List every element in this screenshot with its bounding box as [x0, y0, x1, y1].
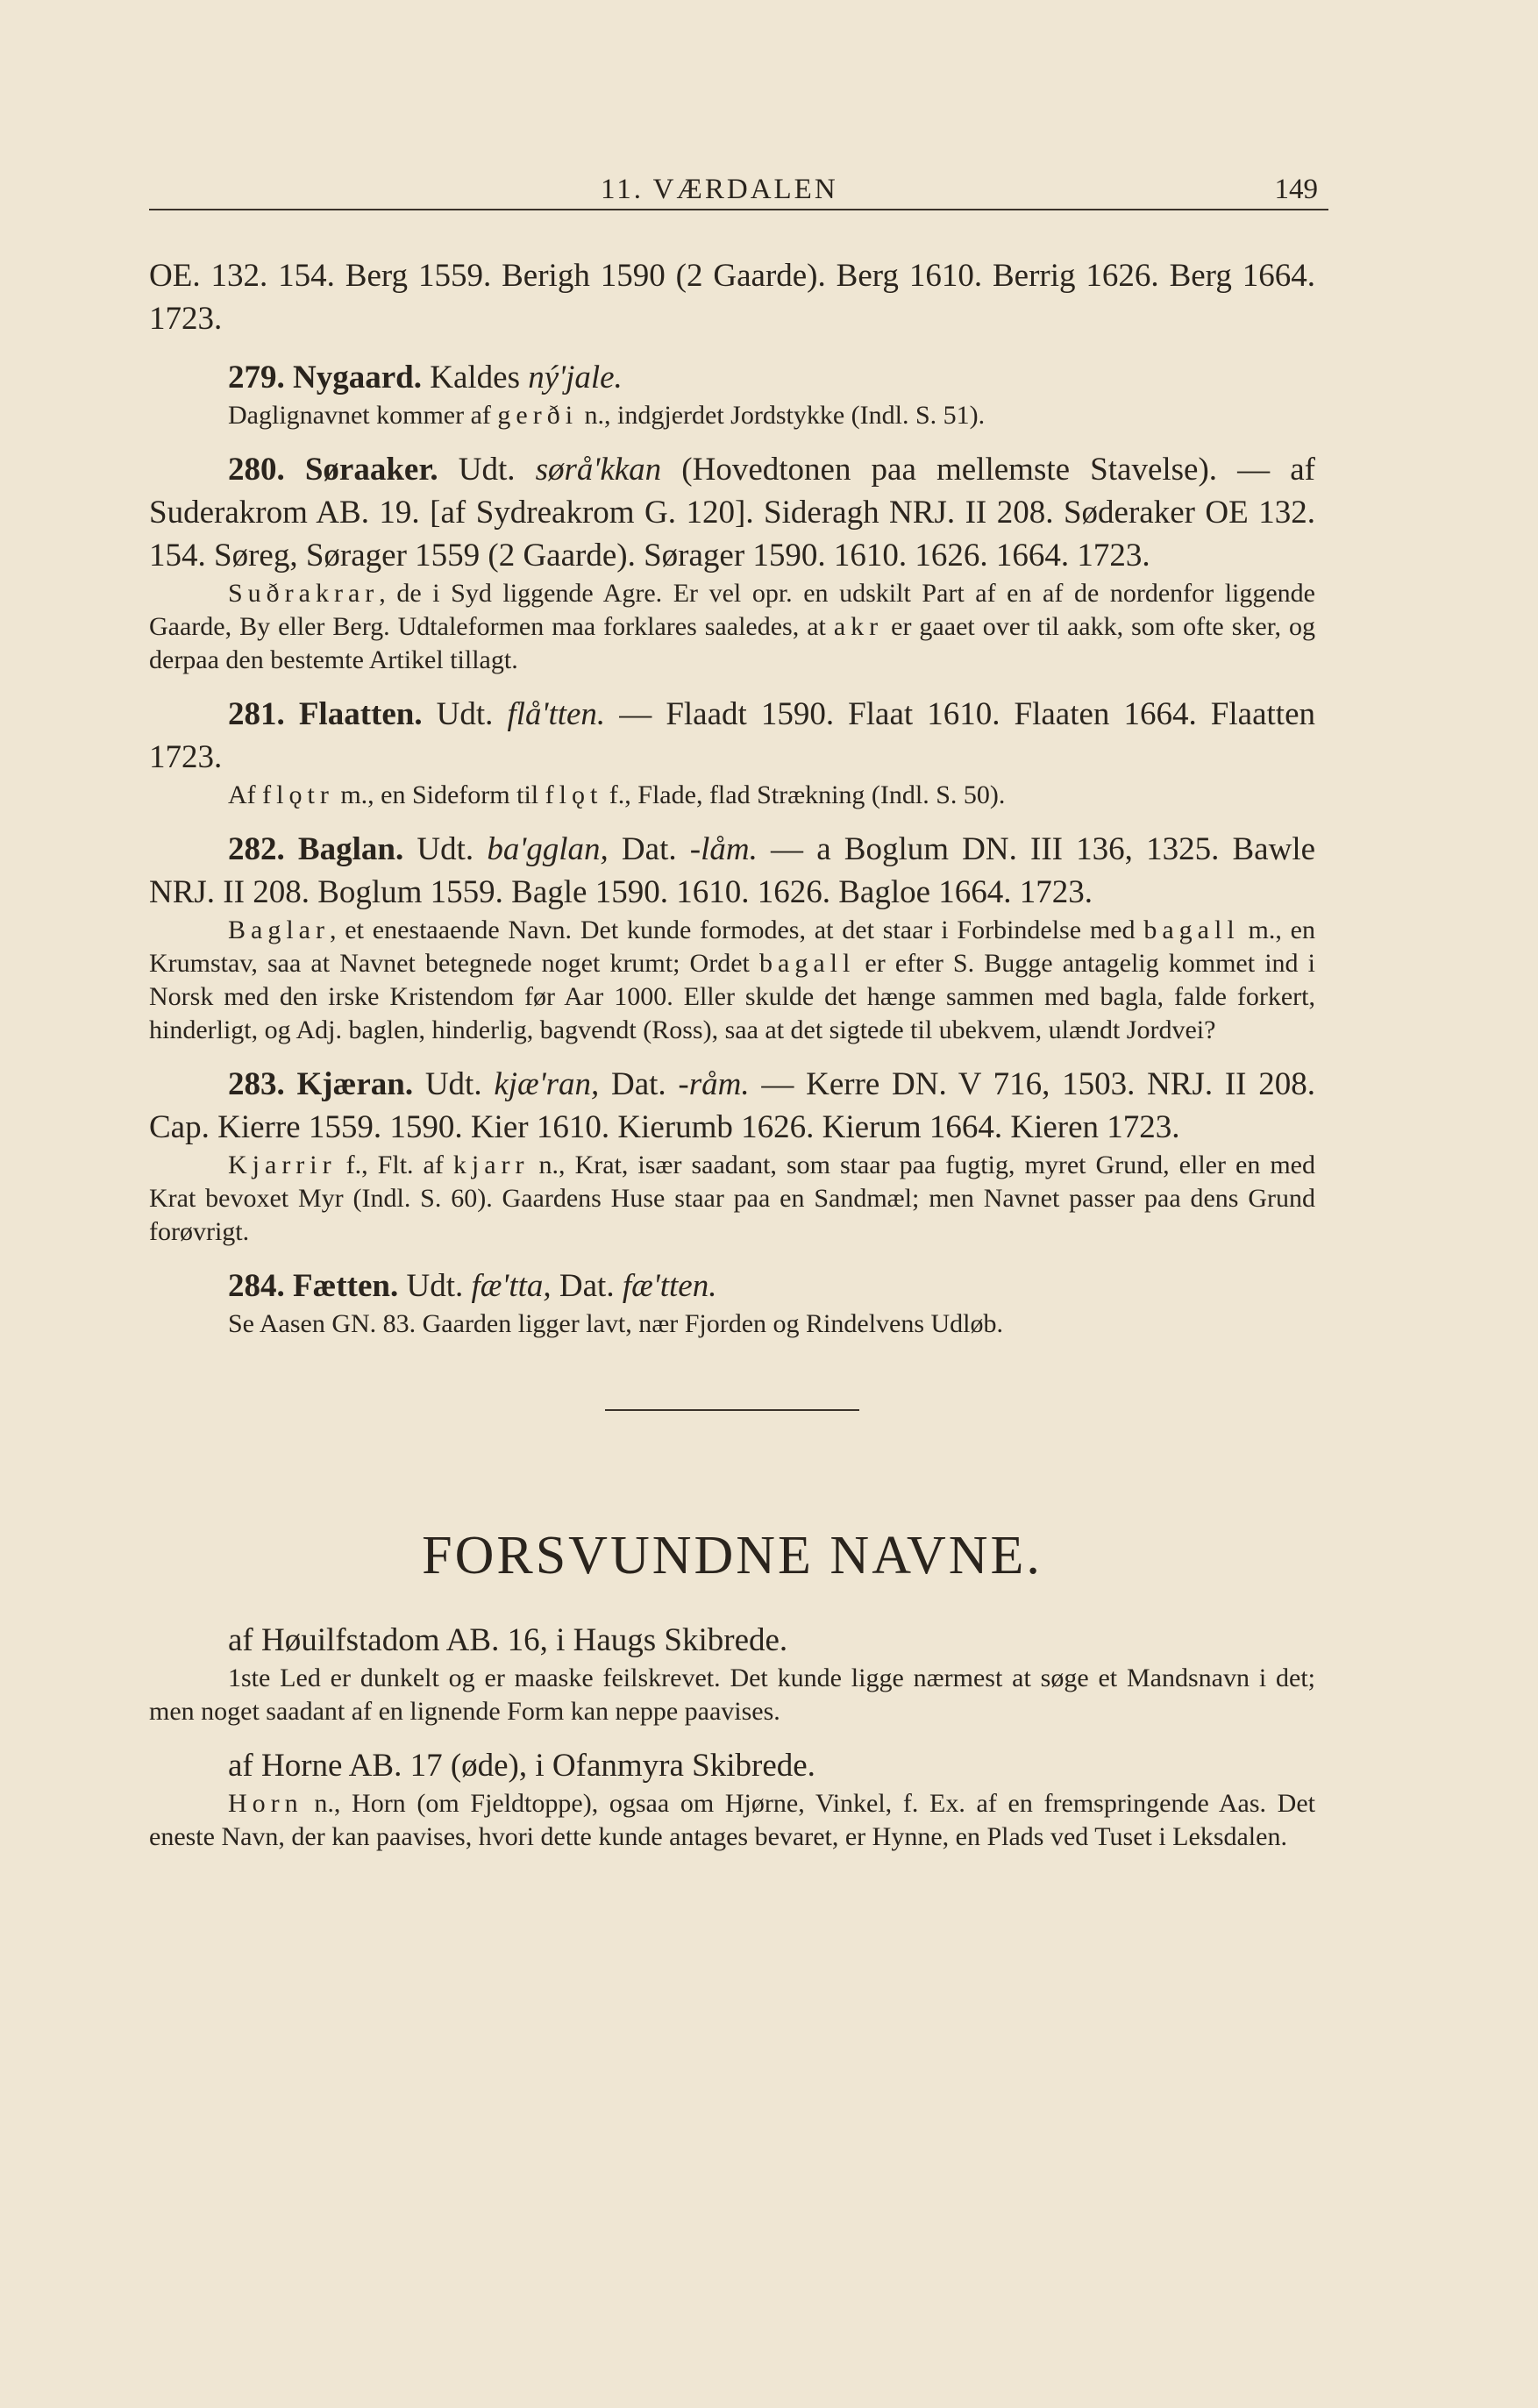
- farm-name: Nygaard.: [293, 360, 422, 395]
- etymon: Baglar: [228, 915, 330, 944]
- section-title: FORSVUNDNE NAVNE.: [422, 1526, 1043, 1585]
- pronunciation: sørå'kkan: [535, 452, 662, 488]
- entry-280-note: Suðrakrar, de i Syd liggende Agre. Er vel opr. en udskilt Part af en af de nordenfor liggende Gaarde, By eller Berg. Udtaleformen maa forklares saaledes, at akr er gaaet over til aakk, som ofte sker, og derpaa den bestemte Artikel tillagt.: [149, 579, 1315, 674]
- entry-283-note: Kjarrir f., Flt. af kjarr n., Krat, især saadant, som staar paa fugtig, myret Grund, eller en med Krat bevoxet Myr (Indl. S. 60). Gaardens Huse staar paa en Sandmæl; men Navnet passer paa dens Grund forøvrigt.: [149, 1151, 1315, 1246]
- etymon: flǫtr: [262, 780, 334, 809]
- section-divider: [605, 1409, 859, 1411]
- entry-284: 284. Fætten. Udt. fæ'tta, Dat. fæ'tten.: [228, 1268, 717, 1304]
- pronunciation: flå'tten.: [507, 696, 606, 732]
- pronunciation: kjæ'ran,: [494, 1066, 600, 1102]
- entry-number: 283.: [228, 1066, 285, 1102]
- running-title: 11. VÆRDALEN: [601, 174, 838, 205]
- farm-name: Fætten.: [293, 1268, 399, 1304]
- etymon: gerði: [497, 401, 579, 430]
- etymon: kjarr: [452, 1151, 530, 1179]
- lost-name-2-note: Horn n., Horn (om Fjeldtoppe), ogsaa om Hjørne, Vinkel, f. Ex. af en fremspringende Aas. Det eneste Navn, der kan paavises, hvori dette kunde antages bevaret, er Hynne, en Plads ved Tuset i Leksdalen.: [149, 1789, 1315, 1851]
- entry-279: 279. Nygaard. Kaldes ný'jale.: [228, 360, 623, 395]
- entry-284-note: Se Aasen GN. 83. Gaarden ligger lavt, nær Fjorden og Rindelvens Udløb.: [228, 1309, 1004, 1338]
- pronunciation-dative: fæ'tten.: [622, 1268, 717, 1304]
- lost-name-2-heading: af Horne AB. 17 (øde), i Ofanmyra Skibrede.: [228, 1748, 815, 1784]
- farm-name: Baglan.: [297, 831, 404, 867]
- pronunciation-dative: -låm.: [689, 831, 758, 867]
- lost-name-1-heading: af Høuilfstadom AB. 16, i Haugs Skibrede.: [228, 1622, 788, 1658]
- farm-name: Flaatten.: [298, 696, 423, 732]
- pronunciation-dative: -råm.: [678, 1066, 750, 1102]
- entry-279-note: Daglignavnet kommer af gerði n., indgjerdet Jordstykke (Indl. S. 51).: [228, 401, 986, 430]
- entry-282-note: Baglar, et enestaaende Navn. Det kunde formodes, at det staar i Forbindelse med bagall m., en Krumstav, saa at Navnet betegnede noget krumt; Ordet bagall er efter S. Bugge antagelig kommet ind i Norsk med den irske Kristendom før Aar 1000. Eller skulde det hænge sammen med bagla, falde forkert, hinderligt, og Adj. baglen, hinderlig, bagvendt (Ross), saa at det sigtede til ubekvem, ulændt Jordvei?: [149, 915, 1315, 1044]
- etymon: Kjarrir: [228, 1151, 337, 1179]
- entry-number: 279.: [228, 360, 285, 395]
- entry-283: 283. Kjæran. Udt. kjæ'ran, Dat. -råm. — Kerre DN. V 716, 1503. NRJ. II 208. Cap. Kierre 1559. 1590. Kier 1610. Kierumb 1626. Kierum 1664. Kieren 1723.: [149, 1066, 1315, 1145]
- entry-number: 281.: [228, 696, 285, 732]
- etymon: Horn: [228, 1789, 303, 1818]
- entry-number: 284.: [228, 1268, 285, 1304]
- farm-name: Kjæran.: [296, 1066, 414, 1102]
- entry-282: 282. Baglan. Udt. ba'gglan, Dat. -låm. — a Boglum DN. III 136, 1325. Bawle NRJ. II 208. Boglum 1559. Bagle 1590. 1610. 1626. Bagloe 1664. 1723.: [149, 831, 1316, 910]
- etymon: akr: [833, 612, 884, 641]
- etymon: bagall: [759, 949, 856, 978]
- entry-280: 280. Søraaker. Udt. sørå'kkan (Hovedtonen paa mellemste Stavelse). — af Suderakrom AB. 19. [af Sydreakrom G. 120]. Sideragh NRJ. II 208. Søderaker OE 132. 154. Søreg, Sørager 1559 (2 Gaarde). Sørager 1590. 1610. 1626. 1664. 1723.: [149, 452, 1316, 574]
- page-header: [149, 156, 1328, 210]
- entry-number: 280.: [228, 452, 285, 488]
- etymon: flǫt: [545, 780, 603, 809]
- entry-281: 281. Flaatten. Udt. flå'tten. — Flaadt 1590. Flaat 1610. Flaaten 1664. Flaatten 1723.: [149, 696, 1315, 775]
- pronunciation: ba'gglan,: [487, 831, 609, 867]
- etymon: Suðrakrar: [228, 579, 380, 608]
- pronunciation: ný'jale.: [528, 360, 623, 395]
- lost-name-1-note: 1ste Led er dunkelt og er maaske feilskrevet. Det kunde ligge nærmest at søge et Mandsnavn i det; men noget saadant af en lignende Form kan neppe paavises.: [149, 1664, 1315, 1726]
- pronunciation: fæ'tta,: [471, 1268, 552, 1304]
- page-number: 149: [1274, 174, 1318, 205]
- entry-number: 282.: [228, 831, 285, 867]
- entry-278-continuation: OE. 132. 154. Berg 1559. Berigh 1590 (2 Gaarde). Berg 1610. Berrig 1626. Berg 1664. 1723.: [149, 258, 1315, 337]
- entry-281-note: Af flǫtr m., en Sideform til flǫt f., Flade, flad Strækning (Indl. S. 50).: [228, 780, 1006, 809]
- etymon: bagall: [1143, 915, 1240, 944]
- farm-name: Søraaker.: [304, 452, 438, 488]
- page-body: [149, 254, 1315, 1854]
